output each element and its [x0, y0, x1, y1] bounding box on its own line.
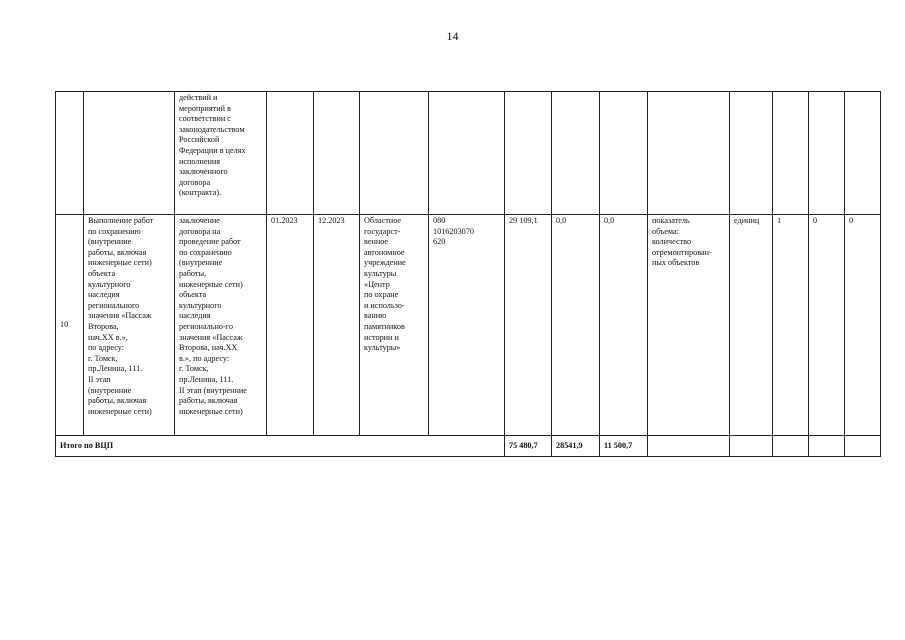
quantity-3: 0 [845, 215, 881, 436]
total-label: Итого по ВЦП [56, 436, 505, 457]
indicator [648, 92, 730, 215]
quantity-1 [773, 92, 809, 215]
budget-code [429, 92, 505, 215]
total-value-1: 75 480,7 [505, 436, 552, 457]
unit: единиц [730, 215, 773, 436]
empty-cell [730, 436, 773, 457]
value-2 [552, 92, 600, 215]
quantity-2 [809, 92, 845, 215]
start-date: 01.2023 [267, 215, 314, 436]
total-row [56, 436, 881, 457]
total-value-2: 28541,9 [552, 436, 600, 457]
page-number: 14 [446, 29, 459, 43]
work-name: Выполнение работ по сохранению (внутренние работы, включая инженерные сети) объекта культурного наследия регионального значения «Пассаж Второва, нач.XX в.», по адресу: г. Томск, пр.Ленина, 111. II этап (внутренние работы, включая инженерные сети) [84, 215, 175, 436]
value-1 [505, 92, 552, 215]
executor: Областное государст- венное автономное учреждение культуры «Центр по охране и использо- ванию памятников истории и культуры» [360, 215, 429, 436]
value-2: 0,0 [552, 215, 600, 436]
empty-cell [648, 436, 730, 457]
indicator: показатель объема: количество отремонтирован- ных объектов [648, 215, 730, 436]
unit [730, 92, 773, 215]
empty-cell [845, 436, 881, 457]
value-1: 29 109,1 [505, 215, 552, 436]
program-table [55, 91, 881, 457]
table-row [56, 92, 881, 215]
end-date [314, 92, 360, 215]
value-3: 0,0 [600, 215, 648, 436]
row-number: 10 [56, 215, 84, 436]
start-date [267, 92, 314, 215]
quantity-2: 0 [809, 215, 845, 436]
empty-cell [809, 436, 845, 457]
executor [360, 92, 429, 215]
row-number [56, 92, 84, 215]
empty-cell [773, 436, 809, 457]
budget-code: 080 1016203070 620 [429, 215, 505, 436]
work-name [84, 92, 175, 215]
quantity-1: 1 [773, 215, 809, 436]
end-date: 12.2023 [314, 215, 360, 436]
table-row [56, 215, 881, 436]
total-value-3: 11 500,7 [600, 436, 648, 457]
action-description: заключение договора на проведение работ по сохранению (внутренние работы, инженерные сети) объекта культурного наследия регионально-го значения «Пассаж Второва, нач.XX в.», по адресу: г. Томск, пр.Ленина, 111. II этап (внутренние работы, включая инженерные сети) [175, 215, 267, 436]
action-description: действий и мероприятий в соответствии с законодательством Российской Федерации в целях исполнения заключенного договора (контракта). [175, 92, 267, 215]
value-3 [600, 92, 648, 215]
quantity-3 [845, 92, 881, 215]
